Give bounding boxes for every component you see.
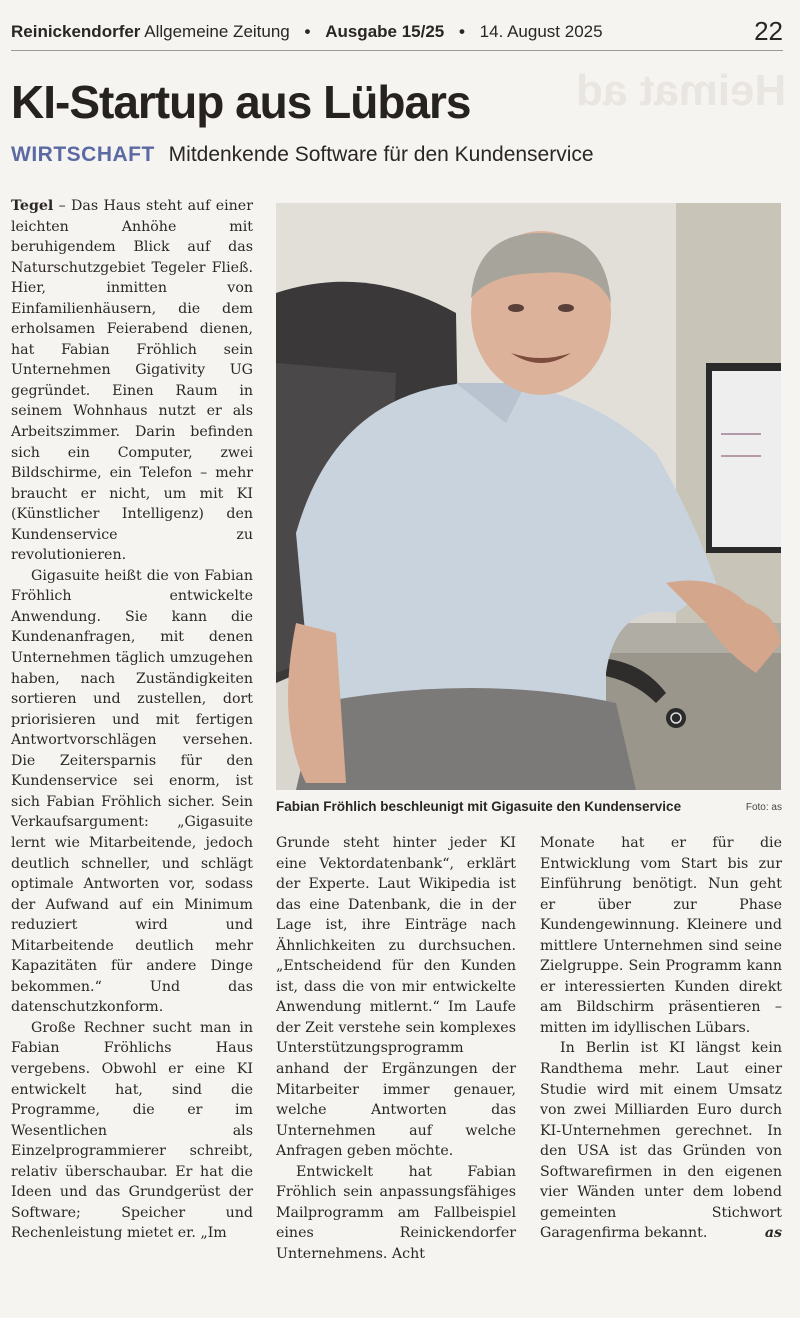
dateline: Tegel — [11, 198, 54, 214]
separator-dot: • — [458, 22, 465, 41]
article-column-2 — [276, 833, 516, 1264]
masthead-line — [11, 22, 603, 42]
article-photo — [276, 203, 781, 790]
article-column-3 — [540, 833, 782, 1244]
paragraph-text: In Berlin ist KI längst kein Randthema mehr. Laut einer Studie wird mit einem Umsatz von zwei Milliarden Euro durch KI-Unternehmen gerechnet. In den USA ist das Gründen von Softwarefirmen in den eigenen vier Wänden unter dem lobend gemeinten Stichwort Garagenfirma bekannt. — [540, 1040, 782, 1242]
publication-name-rest: Allgemeine Zeitung — [144, 22, 290, 41]
issue-date: 14. August 2025 — [479, 22, 603, 41]
paragraph-text: – Das Haus steht auf einer leichten Anhöhe mit beruhigendem Blick auf das Naturschutzgebiet Tegeler Fließ. Hier, inmitten von Einfamilienhäusern, die dem erholsamen Feierabend dienen, hat Fabian Fröhlich sein Unternehmen Gigativity UG gegründet. Einen Raum in seinem Wohnhaus nutzt er als Arbeitszimmer. Darin befinden sich ein Computer, zwei Bildschirme, ein Telefon – mehr braucht er nicht, um mit KI (Künstlicher Intelligenz) den Kundenservice zu revolutionieren. — [11, 198, 253, 564]
article-column-1 — [11, 196, 253, 1244]
section-rubric: WIRTSCHAFT — [11, 143, 155, 166]
paragraph: Große Rechner sucht man in Fabian Fröhlichs Haus vergebens. Obwohl er eine KI entwickelt hat, sind die Programme, die er im Wesentlichen als Einzelprogrammierer schreibt, relativ überschaubar. Er hat die Ideen und das Grundgerüst der Software; Speicher und Rechenleistung mietet er. „Im — [11, 1019, 253, 1242]
page-number: 22 — [754, 16, 783, 46]
photo-credit: Foto: as — [745, 802, 782, 813]
bleed-through-text: Heimat ad — [575, 66, 786, 115]
masthead — [11, 18, 783, 51]
article-headline: KI-Startup aus Lübars — [11, 76, 471, 128]
issue-number: Ausgabe 15/25 — [325, 22, 445, 41]
paragraph: Entwickelt hat Fabian Fröhlich sein anpassungsfähiges Mailprogramm am Fallbeispiel eines Reinickendorfer Unternehmens. Acht — [276, 1163, 516, 1262]
photo-caption: Fabian Fröhlich beschleunigt mit Gigasuite den Kundenservice — [276, 799, 682, 814]
separator-dot: • — [304, 22, 311, 41]
portrait-photo-illustration — [276, 203, 781, 790]
paragraph: Grunde steht hinter jeder KI eine Vektordatenbank“, erklärt der Experte. Laut Wikipedia ist das eine Datenbank, die in der Lage ist, ihre Einträge nach Ähnlichkeiten zu durchsuchen. „Entscheidend für den Kunden ist, dass die von mir entwickelte Anwendung mitlernt.“ Im Laufe der Zeit verstehe sein komplexes Unterstützungsprogramm anhand der Ergänzungen der Mitarbeiter immer genauer, welche Antworten das Unternehmen auf welche Anfragen geben möchte. — [276, 835, 516, 1160]
publication-name-bold: Reinickendorfer — [11, 22, 141, 41]
author-initials: as — [764, 1225, 782, 1242]
paragraph — [11, 196, 253, 566]
paragraph — [540, 1038, 782, 1243]
subheadline-row — [11, 143, 594, 167]
paragraph: Monate hat er für die Entwicklung vom Start bis zur Einführung benötigt. Nun geht er über zur Phase Kundengewinnung. Kleinere und mittlere Unternehmen sind seine Zielgruppe. Sein Programm kann er interessierten Kunden direkt am Bildschirm präsentieren – mitten im idyllischen Lübars. — [540, 835, 782, 1036]
paragraph: Gigasuite heißt die von Fabian Fröhlich entwickelte Anwendung. Sie kann die Kundenanfragen, mit denen Unternehmen täglich umzugehen haben, nach Zuständigkeiten sortieren und zustellen, dort priorisieren und mit fertigen Antwortvorschlägen versehen. Die Zeitersparnis für den Kundenservice sei enorm, ist sich Fabian Fröhlich sicher. Sein Verkaufsargument: „Gigasuite lernt wie Mitarbeitende, jedoch deutlich schneller, und schlägt optimale Antworten vor, sodass der Aufwand auf ein Minimum reduziert wird und Mitarbeitende deutlich mehr Kapazitäten für andere Dinge bekommen.“ Und das datenschutzkonform. — [11, 567, 253, 1016]
subheadline: Mitdenkende Software für den Kundenservice — [168, 143, 594, 166]
